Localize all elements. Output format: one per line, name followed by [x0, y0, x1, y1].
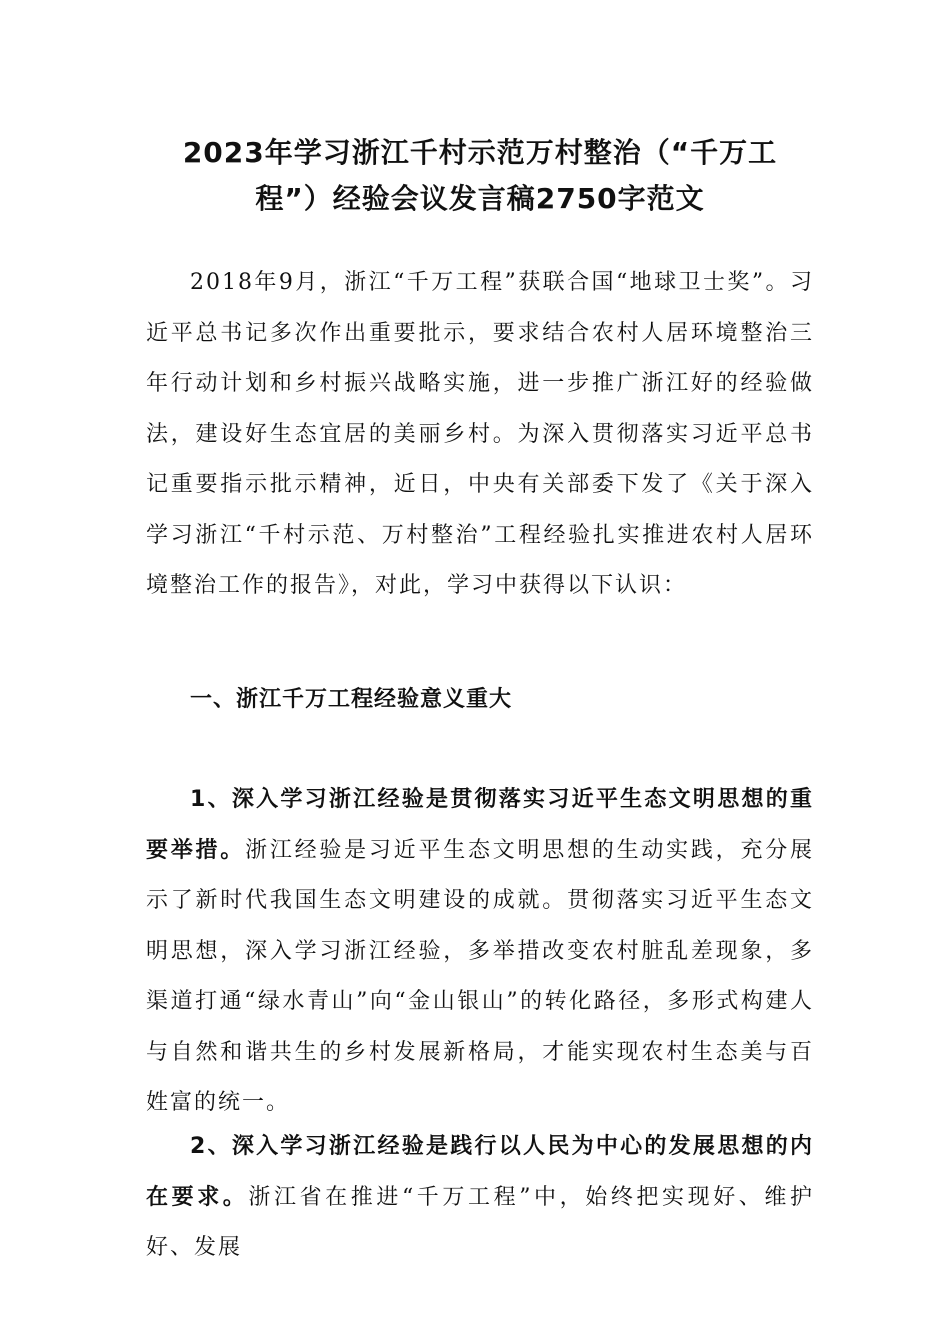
point-2-lead: 2、深入学习浙江经验是践行以人民为中心的发展思想的内在要求。 [146, 1134, 814, 1210]
intro-paragraph: 2018年9月，浙江“千万工程”获联合国“地球卫士奖”。习近平总书记多次作出重要批示，要求结合农村人居环境整治三年行动计划和乡村振兴战略实施，进一步推广浙江好的经验做法，建设好生态宜居的美丽乡村。为深入贯彻落实习近平总书记重要指示批示精神，近日，中央有关部委下发了《关于深入学习浙江“千村示范、万村整治”工程经验扎实推进农村人居环境整治工作的报告》，对此，学习中获得以下认识： [146, 270, 814, 598]
title-line-1: 2023年学习浙江千村示范万村整治（“千万工 [182, 136, 778, 169]
document-title [150, 130, 810, 222]
point-1-paragraph [146, 775, 814, 1129]
point-2-paragraph [146, 1122, 814, 1274]
point-1-lead: 1、深入学习浙江经验是贯彻落实习近平生态文明思想的重要举措。 [146, 787, 814, 863]
title-line-2: 程”）经验会议发言稿2750字范文 [255, 182, 705, 215]
section-heading-1: 一、浙江千万工程经验意义重大 [190, 687, 513, 712]
point-1-body: 浙江经验是习近平生态文明思想的生动实践，充分展示了新时代我国生态文明建设的成就。贯彻落实习近平生态文明思想，深入学习浙江经验，多举措改变农村脏乱差现象，多渠道打通“绿水青山”向“金山银山”的转化路径，多形式构建人与自然和谐共生的乡村发展新格局，才能实现农村生态美与百姓富的统一。 [146, 837, 814, 1115]
point-2-body: 浙江省在推进“千万工程”中，始终把实现好、维护好、发展 [146, 1184, 814, 1260]
